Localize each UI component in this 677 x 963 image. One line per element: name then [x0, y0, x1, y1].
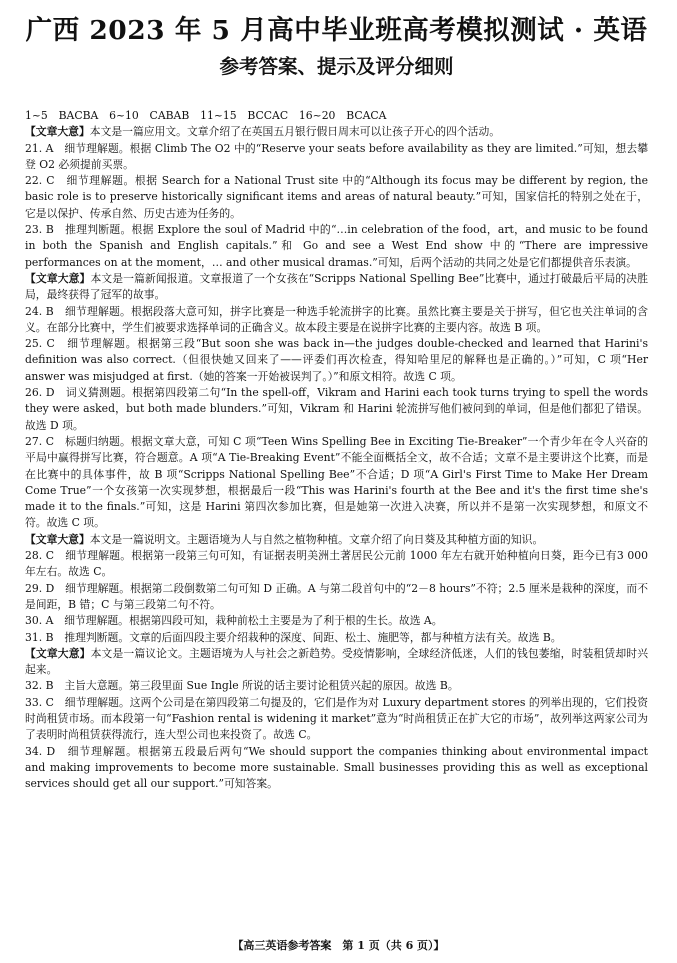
answer-content [25, 108, 648, 792]
summary-text: 本文是一篇议论文。主题语境为人与社会之新趋势。受疫情影响，全球经济低迷，人们的钱包萎缩，时装租赁却时兴起来。 [25, 646, 648, 677]
answer-explanation: 33. C 细节理解题。这两个公司是在第四段第二句提及的，它们是作为对 Luxury department stores 的列举出现的，它们投资时尚租赁市场。而本段第一句“Fashion rental is widening it market”意为“时尚租赁正在扩大它的市场”，故列举这两家公司为了表明时尚租赁获得流行，连大型公司也来投资了。故选 C。 [25, 695, 648, 742]
answer-explanation: 32. B 主旨大意题。第三段里面 Sue Ingle 所说的话主要讨论租赁兴起的原因。故选 B。 [25, 679, 459, 693]
summary-text: 本文是一篇说明文。主题语境为人与自然之植物种植。文章介绍了向日葵及其种植方面的知识。 [89, 532, 544, 546]
answer-explanation: 29. D 细节理解题。根据第二段倒数第二句可知 D 正确。A 与第二段首句中的“2－8 hours”不符；2.5 厘米是栽种的深度，而不是间距，B 错；C 与第三段第二句不符。 [25, 581, 648, 611]
answer-explanation: 30. A 细节理解题。根据第四段可知，栽种前松土主要是为了利于根的生长。故选 A。 [25, 614, 443, 628]
answer-explanation: 24. B 细节理解题。根据段落大意可知，拼字比赛是一种选手轮流拼字的比赛。虽然比赛主要是关于拼写，但它也关注单词的含义。在部分比赛中，学生们被要求选择单词的正确含义。故本段主要是在说拼字比赛的主要内容。故选 B 项。 [25, 304, 648, 334]
answer-explanation: 28. C 细节理解题。根据第一段第三句可知，有证据表明美洲土著居民公元前 1000 年左右就开始种植向日葵，距今已有3 000年左右。故选 C。 [25, 549, 648, 579]
answer-explanation: 26. D 词义猜测题。根据第四段第二句“In the spell-off，Vikram and Harini each took turns trying to spell the words they were asked，but both made blunders.”可知，Vikram 和 Harini 轮流拼写他们被问到的单词，但是他们都犯了错误。故选 D 项。 [25, 386, 648, 432]
page-footer: 【高三英语参考答案 第 1 页（共 6 页）】 [232, 939, 445, 952]
answer-explanation: 31. B 推理判断题。文章的后面四段主要介绍栽种的深度、间距、松土、施肥等，都与种植方法有关。故选 B。 [25, 630, 562, 644]
answer-explanation: 22. C 细节理解题。根据 Search for a National Trust site 中的“Although its focus may be different by region, the basic role is to preserve historically significant items and areas of natural beauty.”可知，国家信托的特别之处在于，它是以保护、传承自然、历史古迹为任务的。 [25, 174, 648, 220]
answer-key-line: 1~5 BACBA 6~10 CABAB 11~15 BCCAC 16~20 BCACA [25, 109, 387, 122]
summary-text: 本文是一篇应用文。文章介绍了在英国五月银行假日周末可以让孩子开心的四个活动。 [89, 125, 501, 139]
summary-tag: 【文章大意】 [25, 532, 90, 546]
summary-tag: 【文章大意】 [25, 646, 91, 660]
article-summary [25, 124, 648, 140]
article-summary [25, 646, 648, 679]
summary-tag: 【文章大意】 [25, 125, 90, 139]
article-summary [25, 532, 648, 548]
summary-tag: 【文章大意】 [25, 271, 91, 285]
answer-explanation: 27. C 标题归纳题。根据文章大意，可知 C 项“Teen Wins Spelling Bee in Exciting Tie-Breaker”一个青少年在令人兴奋的平局中赢得拼写比赛，符合题意。A 项“A Tie-Breaking Event”不能全面概括全文，故不合适；文章不是主要讲这个比赛，而是在比赛中的具体事件，故 B 项“Scripps National Spelling Bee”不合适；D 项“A Girl's First Time to Make Her Dream Come True”一个女孩第一次实现梦想，根据最后一段“This was Harini's fourth at the Bee and it's the first time she's made it to the finals.”可知，这是 Harini 第四次参加比赛，但是她第一次进入决赛，所以并不是第一次实现梦想，和原文不符。故选 C 项。 [25, 434, 648, 530]
answer-explanation: 21. A 细节理解题。根据 Climb The O2 中的“Reserve your seats before availability as they are limited.”可知，想去攀登 O2 必须提前买票。 [25, 141, 648, 171]
answer-explanation: 23. B 推理判断题。根据 Explore the soul of Madrid 中的“…in celebration of the food，art，and music to be found in both the Spanish and English capitals.”和 Go and see a West End show 中的“There are impressive performances on at the moment，… and other musical dramas.”可知，后两个活动的共同之处是它们都提供音乐表演。 [25, 223, 648, 269]
article-summary [25, 271, 648, 304]
page-subtitle: 参考答案、提示及评分细则 [219, 55, 454, 78]
answer-explanation: 34. D 细节理解题。根据第五段最后两句“We should support the companies thinking about environmental impact and making improvements to become more sustainable. Small businesses providing this as well as exceptional services should get all our support.”可知答案。 [25, 744, 648, 791]
page-title: 广西 2023 年 5 月高中毕业班高考模拟测试 · 英语 [25, 15, 648, 46]
answer-explanation: 25. C 细节理解题。根据第三段“But soon she was back in—the judges double-checked and learned that Harini's definition was also correct.（但很快她又回来了——评委们再次检查，得知哈里尼的解释也是正确的。）”可知，C 项“Her answer was misjudged at first.（她的答案一开始被误判了。）”和原文相符。故选 C 项。 [25, 337, 648, 383]
summary-text: 本文是一篇新闻报道。文章报道了一个女孩在“Scripps National Spelling Bee”比赛中，通过打破最后平局的决胜局，最终获得了冠军的故事。 [25, 271, 648, 302]
